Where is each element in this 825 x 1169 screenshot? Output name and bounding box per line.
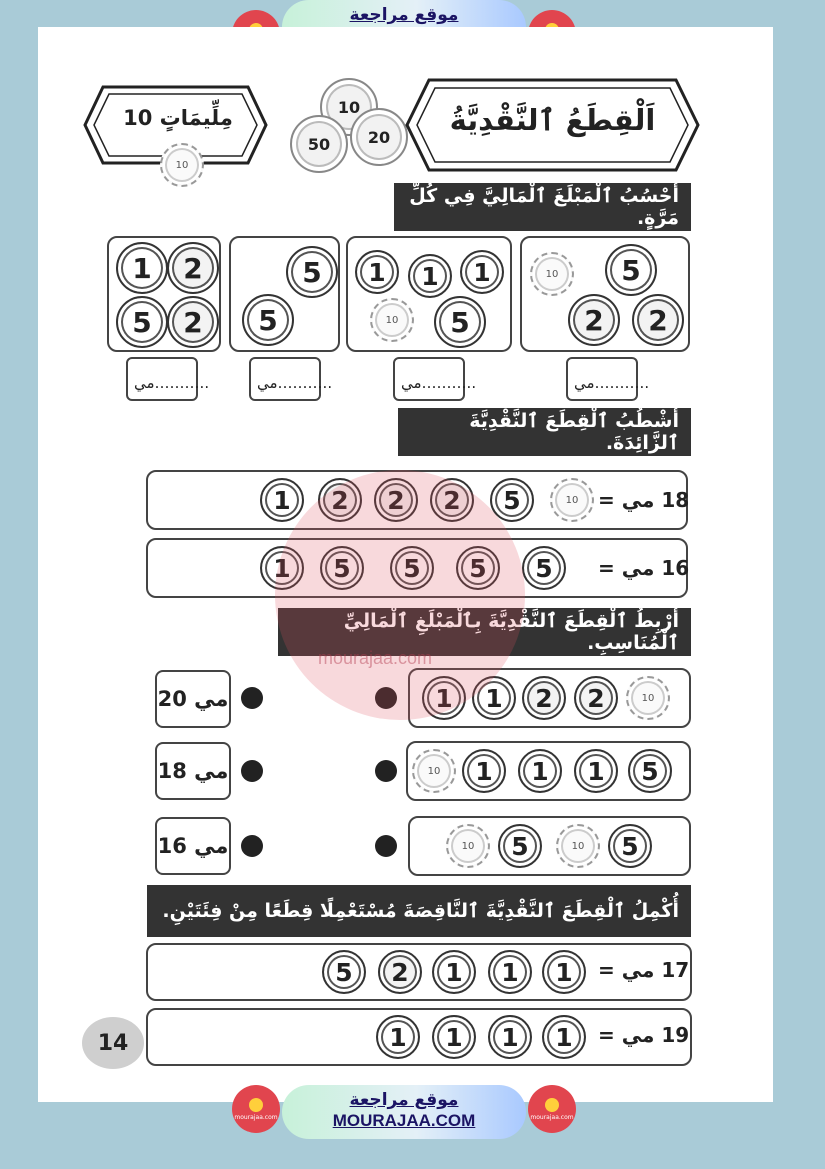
coin-1: 1 <box>460 250 504 294</box>
coin-1: 1 <box>376 1015 420 1059</box>
coin-5: 5 <box>116 296 168 348</box>
coin-1: 1 <box>518 749 562 793</box>
site-name-arabic: موقع مراجعة <box>349 5 459 25</box>
ex4-instruction: أُكْمِلُ ٱلْقِطَعَ ٱلنَّقْدِيَّةَ ٱلنَّاقِصَةَ مُسْتَعْمِلًا قِطَعًا مِنْ فِئَتَيْنِ. <box>147 885 691 937</box>
coin-5[interactable]: 5 <box>390 546 434 590</box>
coin-5[interactable]: 5 <box>320 546 364 590</box>
site-logo: mourajaa.com <box>528 1085 576 1133</box>
coin-5: 5 <box>242 294 294 346</box>
coin-5[interactable]: 5 <box>522 546 566 590</box>
coin-1: 1 <box>488 950 532 994</box>
coin-10: 10 <box>626 676 670 720</box>
coin-5: 5 <box>434 296 486 348</box>
coin-10: 10 <box>370 298 414 342</box>
answer-box-2[interactable]: مي……….. <box>249 357 321 401</box>
answer-box-3[interactable]: مي……….. <box>393 357 465 401</box>
match-dot-left[interactable] <box>241 835 263 857</box>
watermark-circle <box>275 470 525 720</box>
coin-1[interactable]: 1 <box>260 546 304 590</box>
match-dot-right[interactable] <box>375 760 397 782</box>
page-number: 14 <box>82 1017 144 1069</box>
answer-box-4[interactable]: مي……….. <box>566 357 638 401</box>
coin-20: 20 <box>350 108 408 166</box>
coin-1: 1 <box>574 749 618 793</box>
match-dot-left[interactable] <box>241 760 263 782</box>
coin-1[interactable]: 1 <box>260 478 304 522</box>
coin-2[interactable]: 2 <box>430 478 474 522</box>
ex2-row-2-amount: 16 مي = <box>598 556 690 580</box>
coin-2: 2 <box>568 294 620 346</box>
side-title: 10 مِلِّيمَاتٍ <box>123 106 233 130</box>
coin-1: 1 <box>432 1015 476 1059</box>
coin-1: 1 <box>432 950 476 994</box>
coin-2: 2 <box>574 676 618 720</box>
coin-2[interactable]: 2 <box>318 478 362 522</box>
page-title: اَلْقِطَعُ ٱلنَّقْدِيَّةُ <box>449 103 656 137</box>
coin-1: 1 <box>472 676 516 720</box>
answer-box-1[interactable]: مي……….. <box>126 357 198 401</box>
site-name-arabic: موقع مراجعة <box>349 1090 459 1110</box>
match-dot-left[interactable] <box>241 687 263 709</box>
coin-5: 5 <box>605 244 657 296</box>
coin-5[interactable]: 5 <box>490 478 534 522</box>
value-box-16: 16 مي <box>155 817 231 875</box>
footer-site-badge[interactable] <box>282 1085 526 1139</box>
watermark-text: mourajaa.com <box>318 648 433 668</box>
coin-10: 10 <box>556 824 600 868</box>
coin-2: 2 <box>167 296 219 348</box>
site-name-english: MOURAJAA.COM <box>332 1111 476 1130</box>
coin-1: 1 <box>542 1015 586 1059</box>
ex1-instruction: أَحْسُبُ ٱلْمَبْلَغَ ٱلْمَالِيَّ فِي كُلِّ مَرَّةٍ. <box>394 183 691 231</box>
site-logo: mourajaa.com <box>232 1085 280 1133</box>
ex2-row-1-amount: 18 مي = <box>598 488 690 512</box>
value-box-20: 20 مي <box>155 670 231 728</box>
ex2-instruction: أَشْطُبُ ٱلْقِطَعَ ٱلنَّقْدِيَّةَ ٱلزَّائِدَةَ. <box>398 408 691 456</box>
coin-10[interactable]: 10 <box>550 478 594 522</box>
value-box-18: 18 مي <box>155 742 231 800</box>
coin-5: 5 <box>498 824 542 868</box>
ex4-row-2-amount: 19 مي = <box>598 1023 690 1047</box>
coin-2: 2 <box>632 294 684 346</box>
coin-2: 2 <box>378 950 422 994</box>
match-dot-right[interactable] <box>375 835 397 857</box>
coin-10: 10 <box>530 252 574 296</box>
coin-10: 10 <box>160 143 204 187</box>
coin-1: 1 <box>542 950 586 994</box>
coin-1: 1 <box>355 250 399 294</box>
coin-2: 2 <box>522 676 566 720</box>
coin-1: 1 <box>488 1015 532 1059</box>
coin-50: 50 <box>290 115 348 173</box>
coin-1: 1 <box>422 676 466 720</box>
coin-5: 5 <box>286 246 338 298</box>
coin-1: 1 <box>462 749 506 793</box>
coin-10: 10 <box>446 824 490 868</box>
coin-2: 2 <box>167 242 219 294</box>
coin-1: 1 <box>408 254 452 298</box>
coin-5: 5 <box>628 749 672 793</box>
coin-5: 5 <box>322 950 366 994</box>
ex3-instruction: أَرْبِطُ ٱلْقِطَعَ ٱلنَّقْدِيَّةَ بِٱلْمَبْلَغِ ٱلْمَالِيِّ ٱلْمُنَاسِبِ. <box>278 608 691 656</box>
coin-1: 1 <box>116 242 168 294</box>
coin-2[interactable]: 2 <box>374 478 418 522</box>
ex4-row-1-amount: 17 مي = <box>598 958 690 982</box>
coin-5[interactable]: 5 <box>456 546 500 590</box>
coin-5: 5 <box>608 824 652 868</box>
coin-10: 10 <box>412 749 456 793</box>
coin-10: 10 <box>320 78 378 136</box>
